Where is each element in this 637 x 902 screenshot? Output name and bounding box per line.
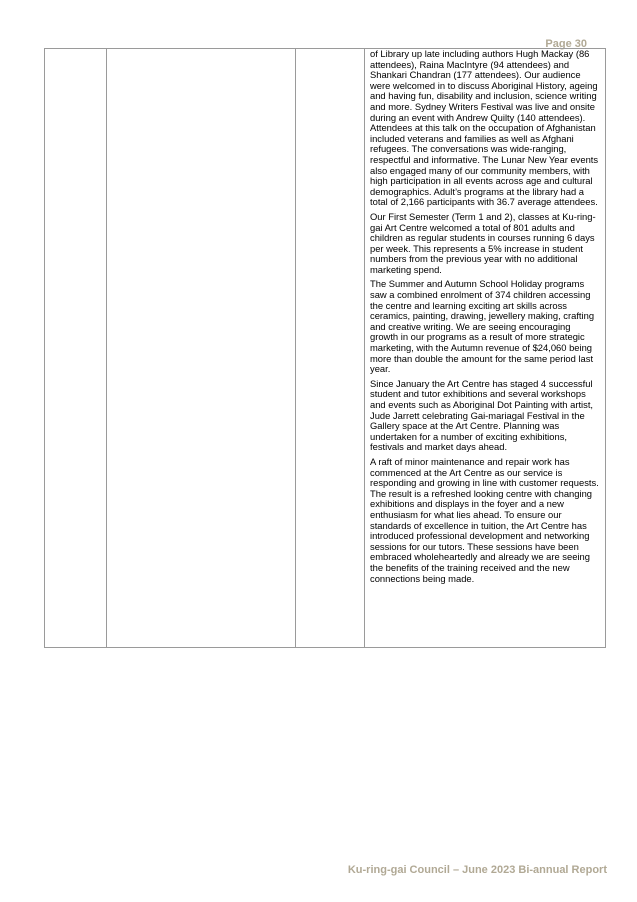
paragraph-school-holiday: The Summer and Autumn School Holiday programs saw a combined enrolment of 374 children accessing the centre and learning exciting art skills across ceramics, painting, drawing, jewellery making, crafting and creative writing. We are seeing encouraging growth in our programs as a result of more strategic marketing, with the Autumn revenue of $24,060 being more than double the amount for the same period last year. [370, 278, 595, 375]
paragraph-exhibitions: Since January the Art Centre has staged 4 successful student and tutor exhibitions and several workshops and events such as Aboriginal Dot Painting with artist, Jude Jarrett celebrating Gai-mariagal Festival in the Gallery space at the Art Centre. Planning was undertaken for a number of exciting exhibitions, festivals and market days ahead. [370, 377, 594, 453]
empty-cell-3 [296, 49, 365, 648]
table-row [45, 49, 606, 648]
report-table [44, 48, 606, 648]
empty-cell-1 [45, 49, 107, 648]
paragraph-library-events: of Library up late including authors Hugh Mackay (86 attendees), Raina MacIntyre (94 attendees) and Shankari Chandran (177 attendees). Our audience were welcomed in to discuss Aboriginal History, ageing and having fun, disability and inclusion, science writing and more. Sydney Writers Festival was live and onsite during an event with Andrew Quilty (140 attendees). Attendees at this talk on the occupation of Afghanistan included veterans and families as well as Afghani refugees. The conversations was wide-ranging, respectful and informative. The Lunar New Year events also engaged many of our community members, with high participation in all events across age and cultural demographics. Adult’s programs at the library had a total of 2,166 participants with 36.7 average attendees. [370, 48, 599, 208]
report-footer: Ku-ring-gai Council – June 2023 Bi-annual Report [347, 864, 607, 876]
empty-cell-2 [107, 49, 296, 648]
paragraph-maintenance: A raft of minor maintenance and repair work has commenced at the Art Centre as our service is responding and growing in line with customer requests. The result is a refreshed looking centre with changing exhibitions and displays in the foyer and a new enthusiasm for what lies ahead. To ensure our standards of excellence in tuition, the Art Centre has introduced professional development and networking sessions for our tutors. These sessions have been embraced wholeheartedly and already we are seeing the benefits of the training received and the new connections being made. [370, 455, 599, 584]
comment-cell [365, 49, 606, 648]
paragraph-art-centre-semester: Our First Semester (Term 1 and 2), classes at Ku-ring-gai Art Centre welcomed a total of 801 adults and children as regular students in courses running 6 days per week. This represents a 5% increase in student numbers from the previous year with no additional marketing spend. [370, 210, 596, 275]
page-number: Page 30 [545, 38, 587, 50]
